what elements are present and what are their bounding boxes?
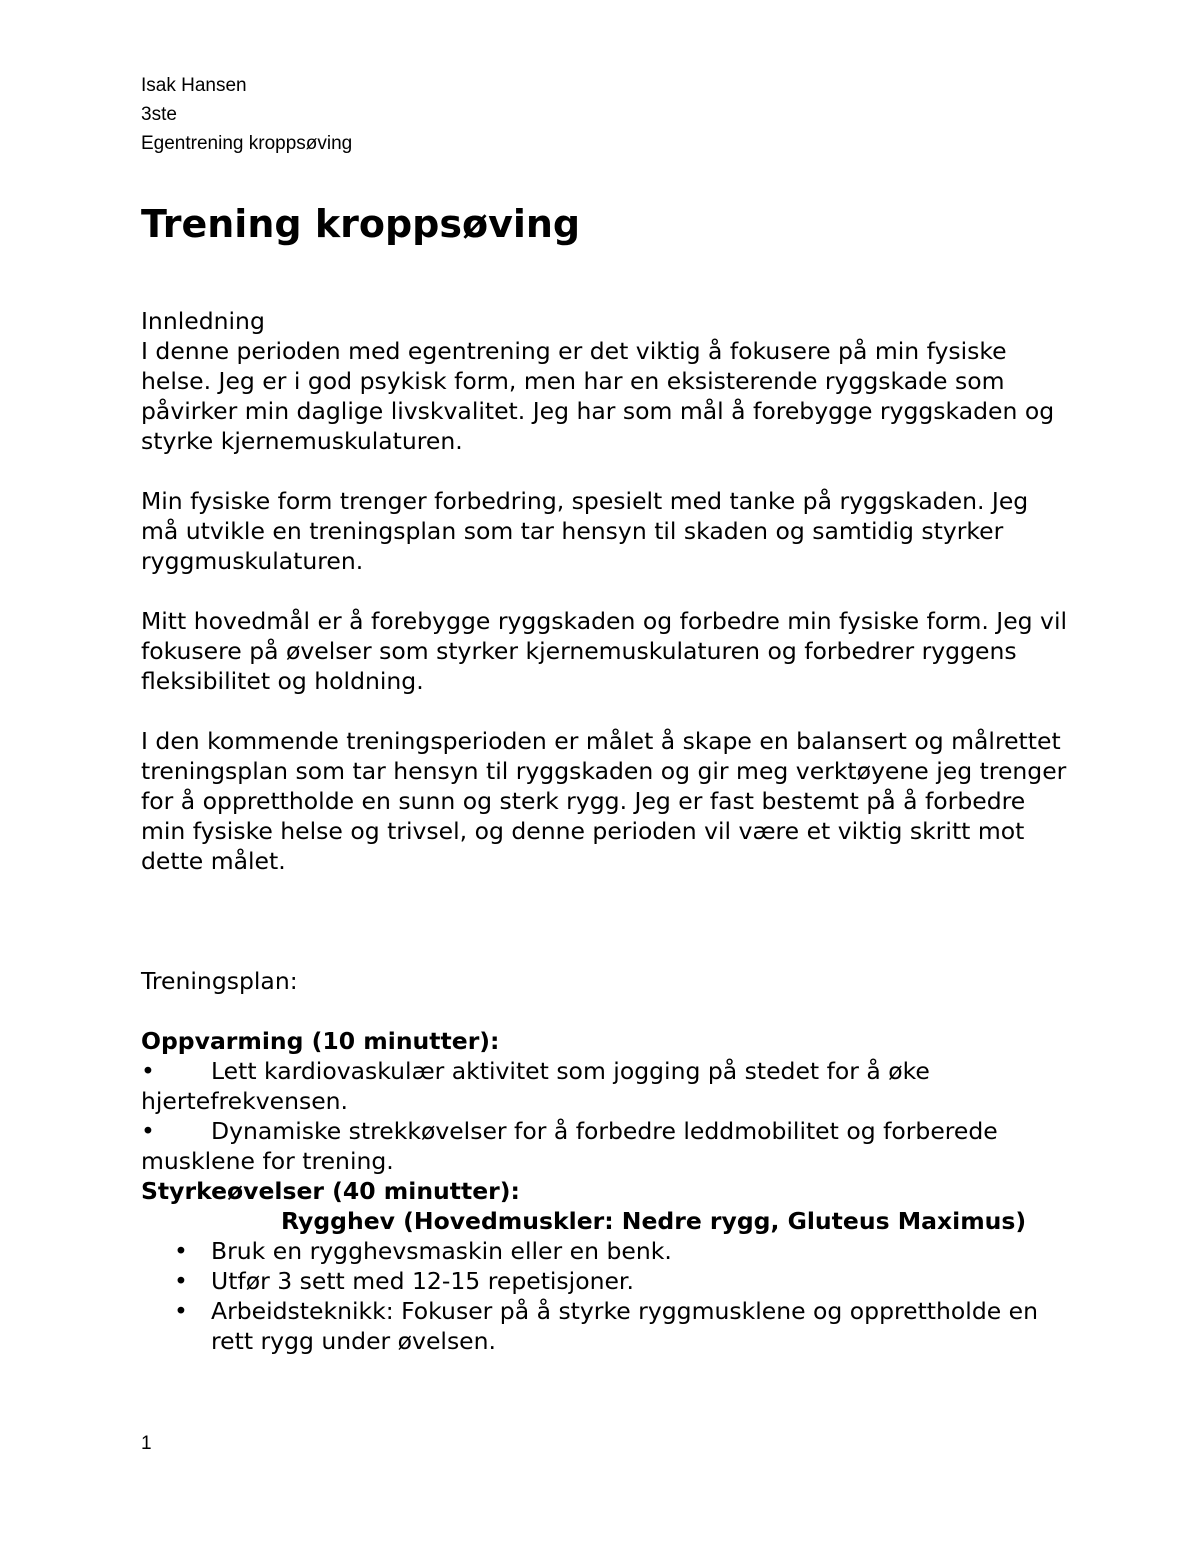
bullet-marker: • [174,1237,188,1265]
page-number: 1 [141,1433,152,1454]
strength-heading: Styrkeøvelser (40 minutter): [141,1177,520,1205]
intro-heading: Innledning [141,307,265,335]
exercise-list [141,1236,1071,1356]
class-name: 3ste [141,104,177,125]
document-title: Trening kroppsøving [141,202,581,246]
plan-heading: Treningsplan: [141,967,298,995]
warmup-item [141,1116,1071,1176]
warmup-item-text: Dynamiske strekkøvelser for å forbedre leddmobilitet og forberede musklene for trening. [141,1117,998,1175]
list-item-text: Arbeidsteknikk: Fokuser på å styrke ryggmusklene og opprettholde en rett rygg under øvelsen. [211,1297,1039,1355]
author-name: Isak Hansen [141,75,247,96]
document-header [141,71,352,158]
intro-paragraph-3: Mitt hovedmål er å forebygge ryggskaden og forbedre min fysiske form. Jeg vil fokusere på øvelser som styrker kjernemuskulaturen og forbedrer ryggens fleksibilitet og holdning. [141,607,1068,695]
warmup-heading: Oppvarming (10 minutter): [141,1027,500,1055]
list-item [141,1236,1071,1266]
exercise-title: Rygghev (Hovedmuskler: Nedre rygg, Gluteus Maximus) [281,1207,1027,1235]
intro-paragraph-1: I denne perioden med egentrening er det viktig å fokusere på min fysiske helse. Jeg er i god psykisk form, men har en eksisterende ryggskade som påvirker min daglige livskvalitet. Jeg har som mål å forebygge ryggskaden og styrke kjernemuskulaturen. [141,337,1055,455]
bullet-marker: • [141,1117,155,1145]
warmup-item [141,1056,1071,1116]
intro-paragraph-4: I den kommende treningsperioden er målet å skape en balansert og målrettet treningsplan som tar hensyn til ryggskaden og gir meg verktøyene jeg trenger for å opprettholde en sunn og sterk rygg. Jeg er fast bestemt på å forbedre min fysiske helse og trivsel, og denne perioden vil være et viktig skritt mot dette målet. [141,727,1067,875]
list-item-text: Bruk en rygghevsmaskin eller en benk. [211,1237,672,1265]
bullet-marker: • [174,1297,188,1325]
bullet-marker: • [174,1267,188,1295]
bullet-marker: • [141,1057,155,1085]
warmup-item-text: Lett kardiovaskulær aktivitet som jogging på stedet for å øke hjertefrekvensen. [141,1057,930,1115]
list-item [141,1266,1071,1296]
list-item [141,1296,1071,1356]
intro-paragraph-2: Min fysiske form trenger forbedring, spesielt med tanke på ryggskaden. Jeg må utvikle en treningsplan som tar hensyn til skaden og samtidig styrker ryggmuskulaturen. [141,487,1029,575]
subject-name: Egentrening kroppsøving [141,133,353,154]
document-body [141,306,1071,1356]
list-item-text: Utfør 3 sett med 12-15 repetisjoner. [211,1267,634,1295]
